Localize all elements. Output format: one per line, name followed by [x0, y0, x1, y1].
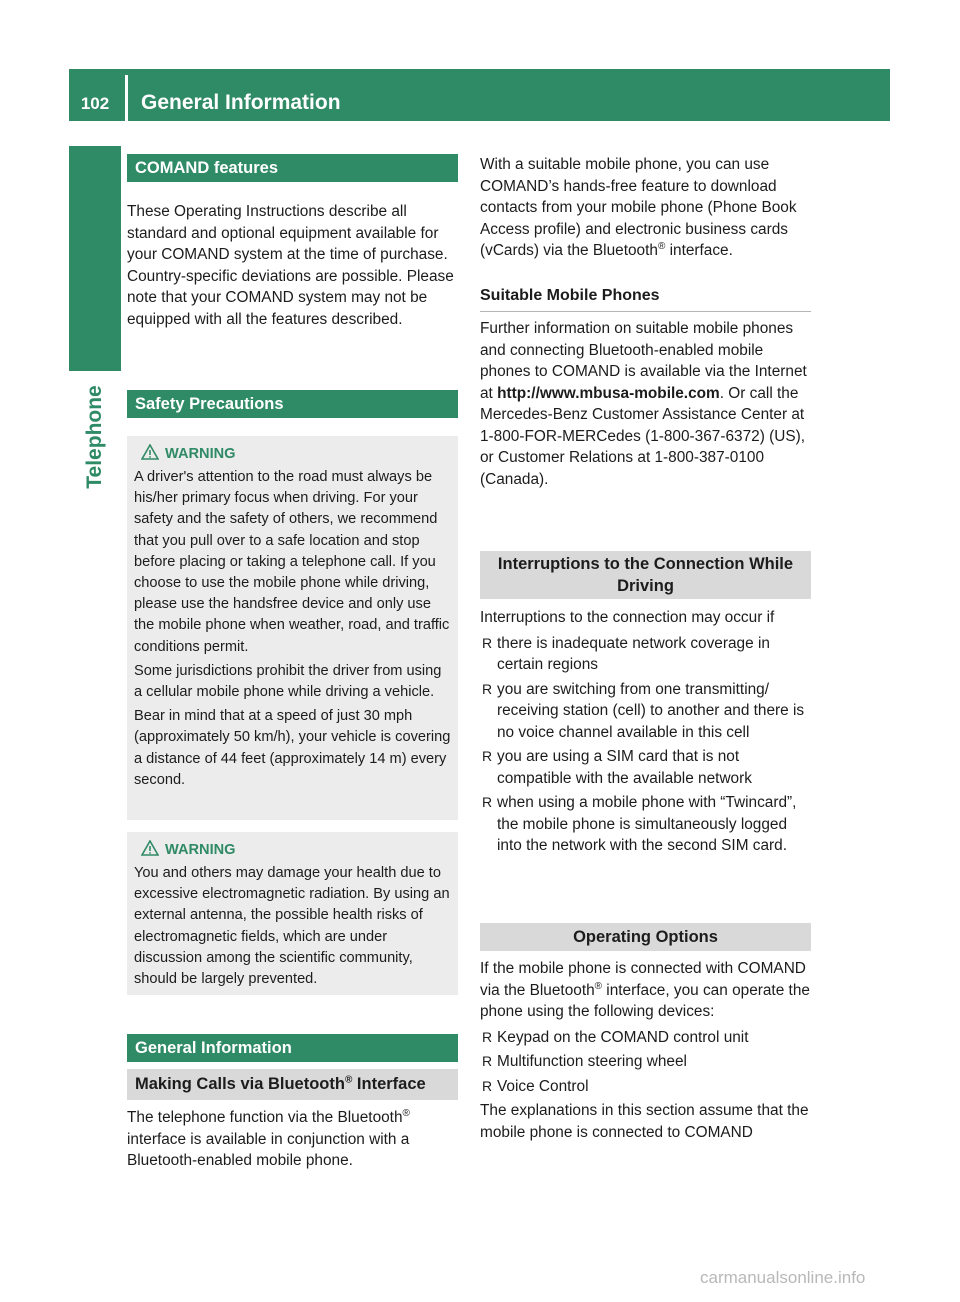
heading-general-information: General Information [127, 1034, 458, 1062]
warning-triangle-icon [141, 840, 159, 856]
list-item: R Multifunction steering wheel [480, 1051, 811, 1073]
warning-title: WARNING [134, 444, 451, 464]
warning-text: Bear in mind that at a speed of just 30 mph (approximately 50 km/h), your vehicle is covering a distance of 44 feet (approximately 14 m) every second. [134, 708, 451, 788]
side-tab [69, 146, 121, 371]
operating-list [480, 1027, 811, 1098]
heading-safety-precautions: Safety Precautions [127, 390, 458, 418]
list-item: R Keypad on the COMAND control unit [480, 1027, 811, 1049]
warning-triangle-icon [141, 444, 159, 460]
interruptions-list [480, 633, 811, 857]
warning-text: You and others may damage your health due to excessive electromagnetic radiation. By using an external antenna, the possible health risks of electromagnetic fields, which are under discussion among the scientific community, should be largely prevented. [134, 865, 450, 988]
heading-operating-options: Operating Options [480, 923, 811, 951]
list-item: R Voice Control [480, 1076, 811, 1098]
list-item: R there is inadequate network coverage in certain regions [480, 633, 811, 676]
page-title: General Information [141, 91, 341, 114]
comand-features-text: These Operating Instructions describe all standard and optional equipment available for your COMAND system at the time of purchase. Country-specific deviations are possible. Please note that your COMAND system may not be equipped with all the features described. [127, 203, 454, 328]
heading-comand-features: COMAND features [127, 154, 458, 182]
list-item: R when using a mobile phone with “Twincard”, the mobile phone is simultaneously logged into the network with the second SIM card. [480, 792, 811, 857]
page-number: 102 [80, 94, 110, 113]
intro-text: With a suitable mobile phone, you can use COMAND’s hands-free feature to download contacts from your mobile phone (Phone Book Access profile) and electronic business cards (vCards) via the Bluetooth® interface. [480, 156, 797, 259]
header-divider [125, 75, 128, 121]
watermark: carmanualsonline.info [700, 1268, 866, 1287]
warning-title: WARNING [134, 840, 451, 860]
heading-suitable-mobile-phones: Suitable Mobile Phones [480, 287, 811, 312]
interruptions-intro: Interruptions to the connection may occur if [480, 609, 775, 626]
heading-interruptions: Interruptions to the Connection While Driving [480, 551, 811, 599]
heading-making-calls: Making Calls via Bluetooth® Interface [127, 1069, 458, 1100]
interruptions-section [480, 607, 811, 860]
suitable-phones-text: Further information on suitable mobile phones and connecting Bluetooth-enabled mobile phones to COMAND is available via the Internet at http://www.mbusa-mobile.com. Or call the Mercedes-Benz Customer Assistance Center at 1-800-FOR-MERCedes (1-800-367-6372) (US), or Customer Relations at 1-800-387-0100 (Canada). [480, 320, 807, 488]
website-link[interactable]: http://www.mbusa-mobile.com [497, 384, 720, 402]
warning-text: Some jurisdictions prohibit the driver from using a cellular mobile phone while driving a vehicle. [134, 662, 442, 701]
warning-box-driving [127, 436, 458, 820]
list-item: R you are using a SIM card that is not compatible with the available network [480, 746, 811, 789]
operating-section: If the mobile phone is connected with COMAND via the Bluetooth® interface, you can operate the phone using the following devices: R Keypad on the COMAND control unit R Multifunction steering wheel R Voice Control The explanations in this section assume that the mobile phone is connected to COMAND [480, 958, 811, 1143]
warning-box-radiation [127, 832, 458, 995]
warning-text: A driver's attention to the road must always be his/her primary focus when driving. For your safety and the safety of others, we recommend that you pull over to a safe location and stop before placing or taking a telephone call. If you choose to use the mobile phone while driving, please use the handsfree device and only use the mobile phone when weather, road, and traffic conditions permit. [134, 469, 450, 655]
side-section-label: Telephone [83, 385, 106, 489]
making-calls-text: The telephone function via the Bluetooth® interface is available in conjunction with a Bluetooth-enabled mobile phone. [127, 1107, 410, 1169]
operating-outro: The explanations in this section assume that the mobile phone is connected to COMAND [480, 1102, 809, 1141]
list-item: R you are switching from one transmitting/ receiving station (cell) to another and there is no voice channel available in this cell [480, 679, 811, 744]
